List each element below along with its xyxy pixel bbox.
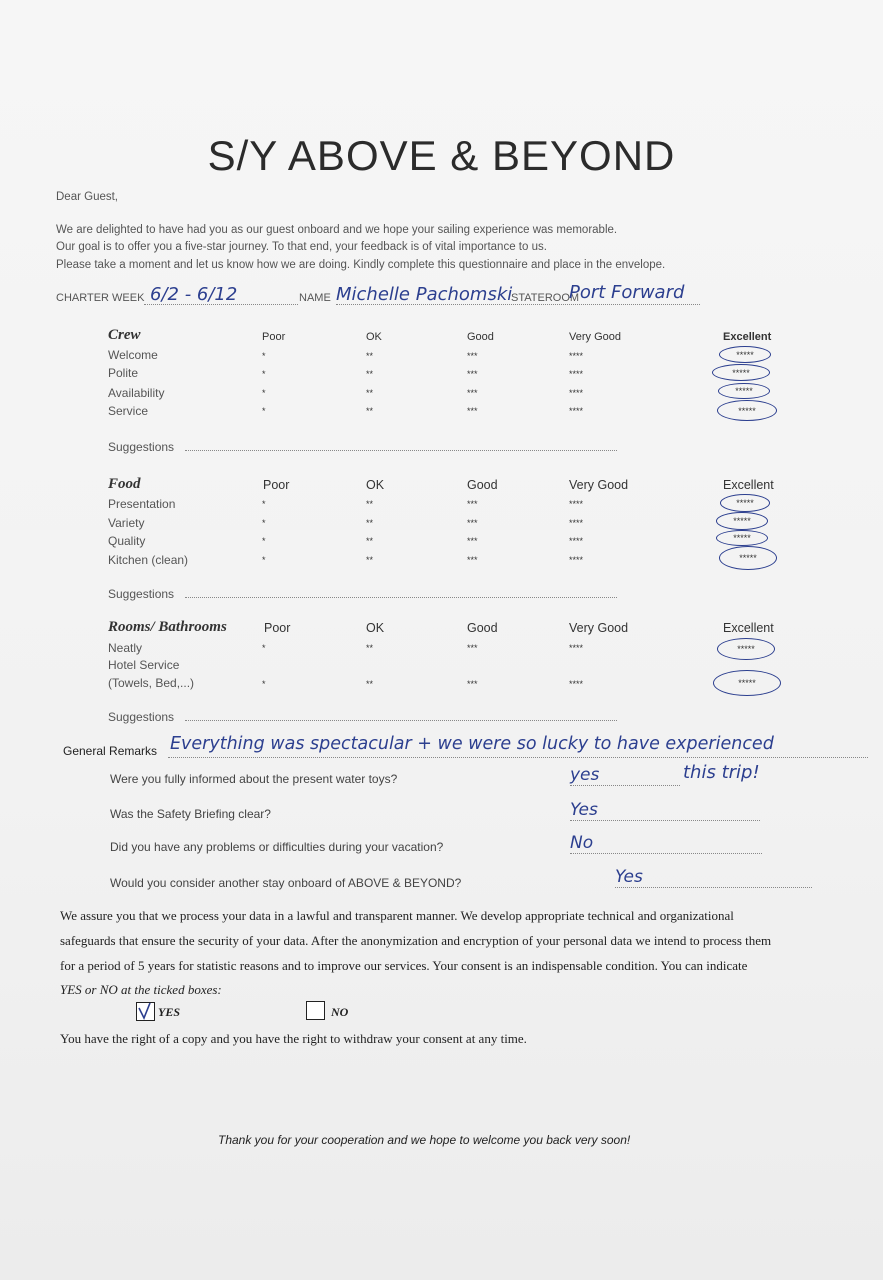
answer-line [615,887,812,888]
privacy-text-line-4: YES or NO at the ticked boxes: [60,982,222,997]
star-very-good[interactable]: **** [569,555,584,565]
question-problems: Did you have any problems or difficulties during your vacation? [110,840,444,854]
selected-excellent-presentation[interactable]: ***** [720,494,770,512]
answer-safety-briefing[interactable]: Yes [570,800,598,820]
star-ok[interactable]: ** [366,518,374,528]
answer-another-stay[interactable]: Yes [615,867,643,887]
rating-header-very-good: Very Good [569,478,629,492]
rating-header-excellent: Excellent [723,478,774,492]
star-poor[interactable]: * [262,351,266,361]
answer-water-toys[interactable]: yes [570,765,600,785]
charter-week-label: CHARTER WEEK [56,292,145,304]
food-suggestions-label: Suggestions [108,587,175,601]
star-ok[interactable]: ** [366,406,374,416]
general-remarks-line [168,757,868,758]
rating-header-very-good: Very Good [569,621,629,635]
question-another-stay: Would you consider another stay onboard of ABOVE & BEYOND? [110,876,462,890]
rating-header-poor: Poor [264,621,291,635]
rating-header-ok: OK [366,331,382,343]
rating-header-poor: Poor [263,478,290,492]
privacy-text-line-3: for a period of 5 years for statistic reasons and to improve our services. Your consent is an indispensable condition. You can indicate [60,958,748,973]
rating-header-poor: Poor [262,331,286,343]
rating-header-good: Good [467,478,498,492]
privacy-text-line-1: We assure you that we process your data in a lawful and transparent manner. We develop appropriate technical and organizational [60,908,734,923]
star-very-good[interactable]: **** [569,536,584,546]
selected-excellent-availability[interactable]: ***** [718,383,770,399]
star-very-good[interactable]: **** [569,406,584,416]
selected-excellent-kitchen[interactable]: ***** [719,546,777,570]
rating-header-very-good: Very Good [569,331,621,343]
crew-item-availability: Availability [108,386,165,400]
rating-header-ok: OK [366,478,385,492]
star-very-good[interactable]: **** [569,679,584,689]
star-good[interactable]: *** [467,679,478,689]
section-title-food: Food [108,476,141,492]
selected-excellent-neatly[interactable]: ***** [717,638,775,660]
star-ok[interactable]: ** [366,351,374,361]
intro-line-3: Please take a moment and let us know how we are doing. Kindly complete this questionnaire and place in the envelope. [56,259,666,271]
crew-item-service: Service [108,404,149,418]
greeting: Dear Guest, [56,191,118,203]
question-water-toys: Were you fully informed about the present water toys? [110,772,398,786]
rating-header-excellent: Excellent [723,621,774,635]
star-good[interactable]: *** [467,643,478,653]
star-ok[interactable]: ** [366,536,374,546]
star-good[interactable]: *** [467,388,478,398]
star-good[interactable]: *** [467,351,478,361]
food-item-kitchen: Kitchen (clean) [108,553,189,567]
rating-header-good: Good [467,331,494,343]
star-good[interactable]: *** [467,369,478,379]
crew-suggestions-label: Suggestions [108,440,175,454]
checkmark-icon [137,1003,154,1020]
star-good[interactable]: *** [467,536,478,546]
star-poor[interactable]: * [262,679,266,689]
section-title-crew: Crew [108,327,141,343]
general-remarks-label: General Remarks [63,744,158,758]
selected-excellent-variety[interactable]: ***** [716,512,768,530]
star-very-good[interactable]: **** [569,499,584,509]
intro-line-2: Our goal is to offer you a five-star journey. To that end, your feedback is of vital importance to us. [56,241,547,253]
name-label: NAME [299,292,331,304]
star-very-good[interactable]: **** [569,369,584,379]
star-poor[interactable]: * [262,518,266,528]
star-good[interactable]: *** [467,499,478,509]
food-item-presentation: Presentation [108,497,176,511]
consent-yes-checkbox[interactable] [136,1002,155,1021]
privacy-text-line-2: safeguards that ensure the security of your data. After the anonymization and encryption of your personal data we intend to process them [60,933,772,948]
food-suggestions-line[interactable] [185,597,617,598]
star-ok[interactable]: ** [366,369,374,379]
star-poor[interactable]: * [262,536,266,546]
section-title-rooms: Rooms/ Bathrooms [108,619,227,635]
consent-no-checkbox[interactable] [306,1001,325,1020]
star-very-good[interactable]: **** [569,643,584,653]
selected-excellent-polite[interactable]: ***** [712,364,770,381]
star-good[interactable]: *** [467,406,478,416]
name-value[interactable]: Michelle Pachomski [336,284,513,305]
answer-line [570,785,680,786]
selected-excellent-welcome[interactable]: ***** [719,346,771,363]
answer-line [570,853,762,854]
star-ok[interactable]: ** [366,555,374,565]
answer-problems[interactable]: No [570,833,594,853]
rooms-item-neatly: Neatly [108,641,143,655]
rooms-suggestions-line[interactable] [185,720,617,721]
selected-excellent-service[interactable]: ***** [717,400,777,421]
question-safety-briefing: Was the Safety Briefing clear? [110,807,271,821]
form-title: S/Y ABOVE & BEYOND [207,132,676,179]
charter-week-value[interactable]: 6/2 - 6/12 [150,284,238,305]
food-item-variety: Variety [108,516,145,530]
star-poor[interactable]: * [262,555,266,565]
star-poor[interactable]: * [262,643,266,653]
star-poor[interactable]: * [262,406,266,416]
consent-no-label: NO [331,1005,349,1019]
header-fields-row [56,282,702,308]
crew-item-welcome: Welcome [108,348,158,362]
star-ok[interactable]: ** [366,679,374,689]
star-very-good[interactable]: **** [569,388,584,398]
intro-line-1: We are delighted to have had you as our guest onboard and we hope your sailing experience was memorable. [56,224,618,236]
crew-item-polite: Polite [108,366,139,380]
answer-line [570,820,760,821]
star-ok[interactable]: ** [366,499,374,509]
rating-header-excellent: Excellent [723,331,772,343]
star-very-good[interactable]: **** [569,518,584,528]
stateroom-value[interactable]: Port Forward [569,282,685,303]
consent-yes-label: YES [158,1005,181,1019]
selected-excellent-hotel-service[interactable]: ***** [713,670,781,696]
star-ok[interactable]: ** [366,643,374,653]
food-item-quality: Quality [108,534,146,548]
general-remarks-text[interactable]: Everything was spectacular + we were so lucky to have experienced [170,734,774,754]
star-good[interactable]: *** [467,555,478,565]
rooms-item-towels-bed: (Towels, Bed,...) [108,676,195,690]
star-poor[interactable]: * [262,499,266,509]
star-ok[interactable]: ** [366,388,374,398]
star-very-good[interactable]: **** [569,351,584,361]
crew-suggestions-line[interactable] [185,450,617,451]
rating-header-good: Good [467,621,498,635]
rating-header-ok: OK [366,621,385,635]
name-stateroom-line [336,304,700,305]
rooms-item-hotel-service: Hotel Service [108,658,180,672]
rooms-suggestions-label: Suggestions [108,710,175,724]
stateroom-label: STATEROOM [511,292,580,304]
star-poor[interactable]: * [262,388,266,398]
star-poor[interactable]: * [262,369,266,379]
closing-message: Thank you for your cooperation and we hope to welcome you back very soon! [218,1133,631,1147]
star-good[interactable]: *** [467,518,478,528]
general-remarks-text-cont[interactable]: this trip! [683,762,760,783]
privacy-rights-text: You have the right of a copy and you have the right to withdraw your consent at any time. [60,1031,527,1046]
selected-excellent-quality[interactable]: ***** [716,530,768,546]
